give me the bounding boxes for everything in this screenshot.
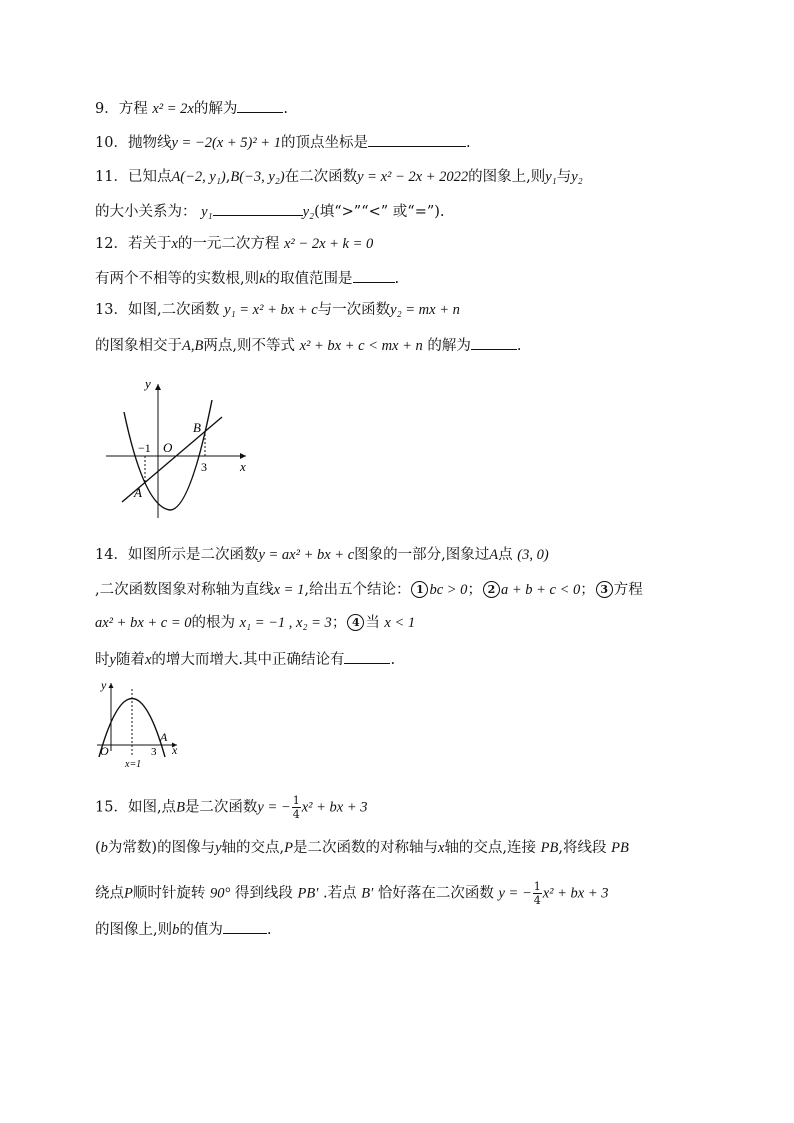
question-10: 10．抛物线y = −2(x + 5)² + 1的顶点坐标是 . bbox=[95, 132, 471, 153]
equation: x² = 2x bbox=[152, 101, 194, 117]
axis-label: x=1 bbox=[125, 759, 142, 770]
question-number: 11． bbox=[95, 169, 128, 185]
fraction: $\frac{1}{4}$ bbox=[533, 880, 541, 907]
point-a-label: A bbox=[134, 485, 142, 500]
question-number: 10． bbox=[95, 135, 128, 151]
figure-14-graph bbox=[95, 677, 190, 772]
conclusion-1-marker: 1 bbox=[411, 581, 428, 598]
point-a-label: A bbox=[160, 730, 168, 744]
answer-blank bbox=[368, 132, 466, 147]
question-11: 11．已知点A(−2, y₁),B(−3, y₂)在二次函数y = x² − 2x + 2022的图象上,则y₁与y₂ bbox=[95, 169, 583, 185]
question-13: 13．如图,二次函数 y₁ = x² + bx + c与一次函数y₂ = mx + n bbox=[95, 302, 460, 318]
x-axis-label: x bbox=[172, 743, 178, 757]
answer-blank bbox=[471, 335, 517, 350]
question-14-line-3: ax² + bx + c = 0的根为 x₁ = −1 , x₂ = 3； 4 当 x < 1 bbox=[95, 615, 416, 631]
question-14: 14．如图所示是二次函数y = ax² + bx + c图象的一部分,图象过A点 (3, 0) bbox=[95, 547, 549, 563]
question-15: 15．如图,点B是二次函数y = − $\frac{1}{4}$ x² + bx + 3 bbox=[95, 794, 368, 821]
figure-13-graph bbox=[100, 372, 260, 522]
point-b-label: B bbox=[193, 420, 201, 435]
question-number: 13． bbox=[95, 302, 128, 318]
equation: x² − 2x + k = 0 bbox=[284, 236, 374, 252]
question-14-line-4: 时y随着x的增大而增大.其中正确结论有 . bbox=[95, 649, 395, 670]
equation: y₁ = x² + bx + c bbox=[224, 302, 318, 318]
question-13-line-2: 的图象相交于A,B两点,则不等式 x² + bx + c < mx + n 的解为 . bbox=[95, 335, 521, 356]
conclusion-2-marker: 2 bbox=[483, 581, 500, 598]
y-axis-label: y bbox=[101, 678, 107, 692]
answer-blank bbox=[213, 201, 303, 216]
inequality: x² + bx + c < mx + n bbox=[299, 338, 423, 354]
fraction: $\frac{1}{4}$ bbox=[292, 794, 300, 821]
question-12: 12．若关于x的一元二次方程 x² − 2x + k = 0 bbox=[95, 236, 374, 252]
tick-3: 3 bbox=[201, 460, 207, 474]
question-number: 15． bbox=[95, 799, 128, 816]
tick-neg1: −1 bbox=[138, 441, 151, 455]
answer-blank bbox=[353, 268, 395, 283]
answer-blank bbox=[223, 919, 267, 934]
tick-3: 3 bbox=[151, 746, 157, 758]
question-number: 9． bbox=[95, 101, 119, 117]
origin-label: O bbox=[163, 440, 173, 455]
question-14-line-2: ,二次函数图象对称轴为直线x = 1,给出五个结论： 1 bc > 0； 2 a + b + c < 0； 3 方程 bbox=[95, 582, 643, 598]
conclusion-3-marker: 3 bbox=[596, 581, 613, 598]
equation: y₂ = mx + n bbox=[390, 302, 460, 318]
y-axis-label: y bbox=[145, 376, 151, 391]
x-axis-label: x bbox=[240, 459, 246, 474]
origin-label: O bbox=[100, 744, 109, 758]
question-number: 12． bbox=[95, 236, 128, 252]
answer-blank bbox=[344, 649, 390, 664]
equation: y = ax² + bx + c bbox=[258, 547, 355, 563]
question-11-line-2: 的大小关系为： y₁ y₂(填“>”“<” 或“=”). bbox=[95, 201, 445, 222]
question-number: 14． bbox=[95, 547, 128, 563]
equation: y = −2(x + 5)² + 1 bbox=[171, 135, 281, 151]
question-15-line-3: 绕点P顺时针旋转 90° 得到线段 PB′ .若点 B′ 恰好落在二次函数 y = − $\frac{1}{4}$ x² + bx + 3 bbox=[95, 880, 609, 907]
question-9: 9．方程 x² = 2x的解为 . bbox=[95, 98, 288, 119]
answer-blank bbox=[237, 98, 283, 113]
conclusion-4-marker: 4 bbox=[347, 614, 364, 631]
equation: y = x² − 2x + 2022 bbox=[357, 169, 469, 185]
question-15-line-4: 的图像上,则b的值为 . bbox=[95, 919, 271, 940]
question-12-line-2: 有两个不相等的实数根,则k的取值范围是 . bbox=[95, 268, 399, 289]
question-15-line-2: (b为常数)的图像与y轴的交点,P是二次函数的对称轴与x轴的交点,连接 PB,将线段 PB bbox=[95, 840, 629, 856]
